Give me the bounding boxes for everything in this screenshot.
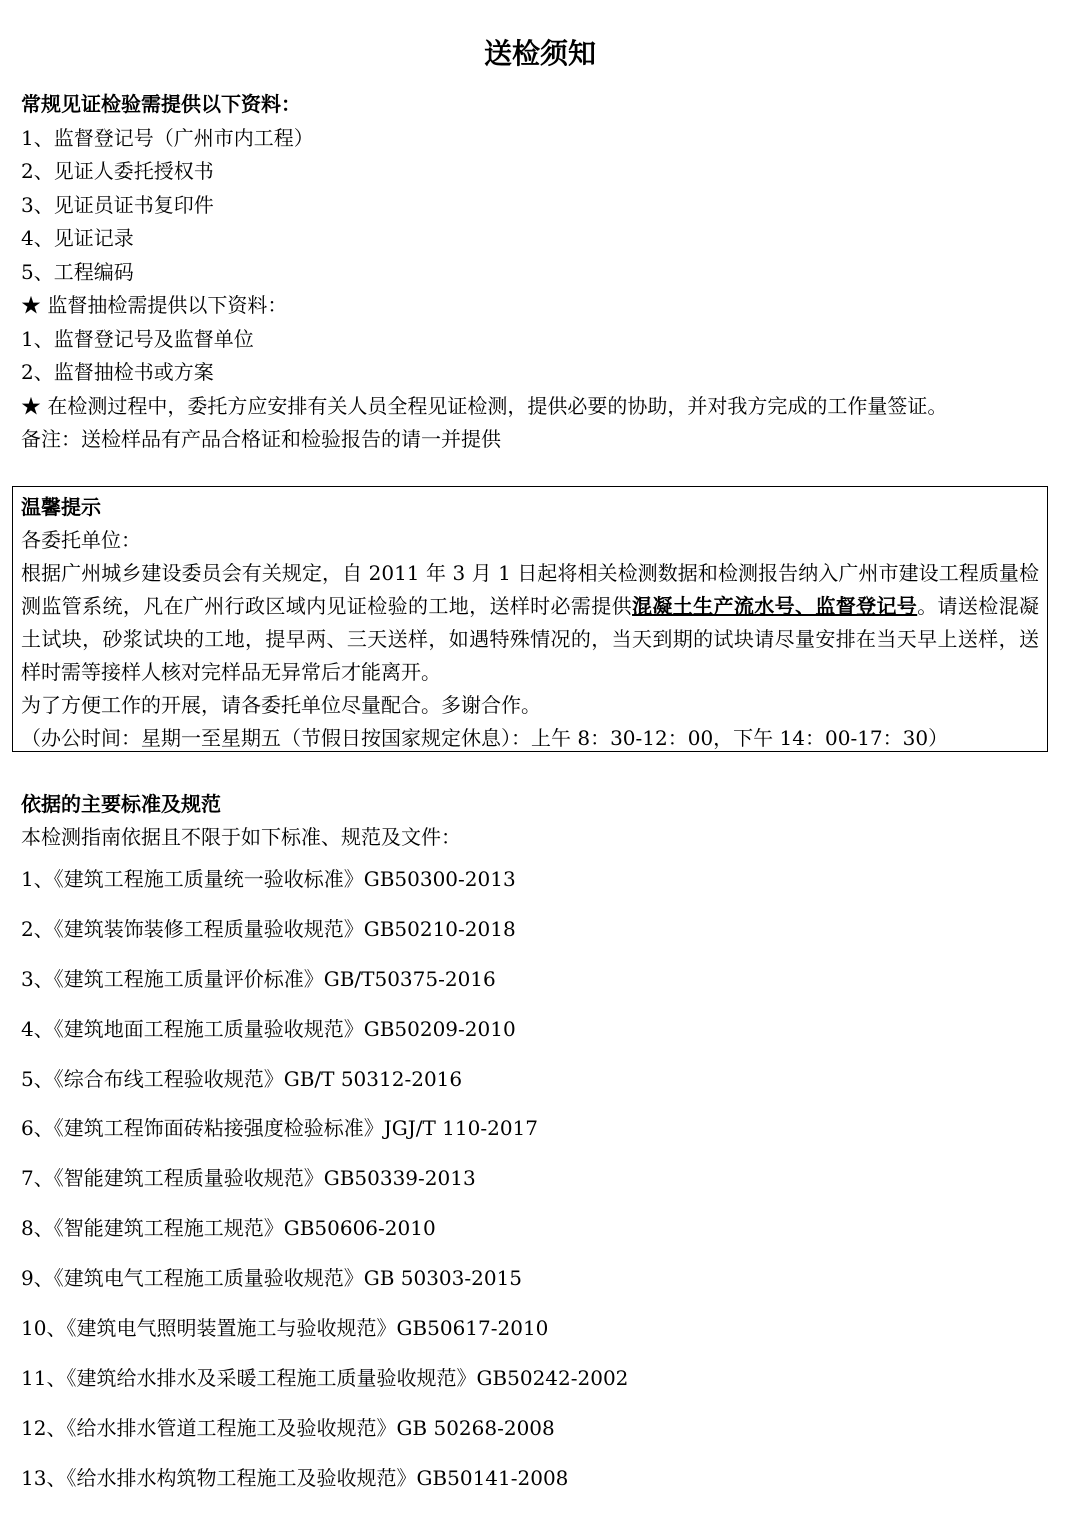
standard-item: 4、《建筑地面工程施工质量验收规范》GB50209-2010 bbox=[21, 1016, 516, 1041]
list-item: 1、监督登记号及监督单位 bbox=[21, 326, 254, 351]
standard-item: 10、《建筑电气照明装置施工与验收规范》GB50617-2010 bbox=[21, 1316, 549, 1341]
notice-greeting: 各委托单位： bbox=[21, 528, 141, 552]
list-item: 2、见证人委托授权书 bbox=[21, 159, 214, 183]
standard-item: 6、《建筑工程饰面砖粘接强度检验标准》JGJ/T 110-2017 bbox=[21, 1116, 539, 1141]
notice-heading: 温馨提示 bbox=[21, 495, 101, 519]
notice-emphasis: 混凝土生产流水号、监督登记号 bbox=[632, 594, 918, 618]
notice-thanks: 为了方便工作的开展，请各委托单位尽量配合。多谢合作。 bbox=[21, 693, 541, 717]
standard-item: 9、《建筑电气工程施工质量验收规范》GB 50303-2015 bbox=[21, 1266, 523, 1291]
warm-reminder-box bbox=[12, 486, 1048, 752]
standard-item: 5、《综合布线工程验收规范》GB/T 50312-2016 bbox=[21, 1066, 463, 1091]
remark-line: 备注：送检样品有产品合格证和检验报告的请一并提供 bbox=[21, 427, 501, 451]
standard-item: 3、《建筑工程施工质量评价标准》GB/T50375-2016 bbox=[21, 966, 496, 991]
standard-item: 13、《给水排水构筑物工程施工及验收规范》GB50141-2008 bbox=[21, 1465, 569, 1490]
standards-section bbox=[21, 788, 1066, 854]
section-heading: 常规见证检验需提供以下资料： bbox=[21, 92, 301, 116]
required-materials-section bbox=[21, 88, 1066, 457]
list-item: 3、见证员证书复印件 bbox=[21, 192, 214, 217]
standards-list bbox=[21, 862, 1066, 1511]
notice-text: 。请送检混凝土试块，砂浆试块的工地，提早两、三天送样，如遇特殊情况的，当天到期的试块请尽量安排在当天早上送样，送样时需等接样人核对完样品无异常后才能离开。 bbox=[21, 594, 1040, 684]
standard-item: 2、《建筑装饰装修工程质量验收规范》GB50210-2018 bbox=[21, 916, 516, 941]
notice-paragraph bbox=[21, 557, 1039, 689]
list-item: 4、见证记录 bbox=[21, 226, 134, 250]
standard-item: 8、《智能建筑工程施工规范》GB50606-2010 bbox=[21, 1216, 436, 1241]
standards-heading: 依据的主要标准及规范 bbox=[21, 792, 221, 816]
star-note: ★ 监督抽检需提供以下资料： bbox=[21, 293, 288, 317]
notice-text: 根据广州城乡建设委员会有关规定，自 2011 年 3 月 1 日起将相关检测数据和检测报告纳入广州市建设工程质量检测监管系统，凡在广州行政区域内见证检验的工地，送样时必需提供 bbox=[21, 561, 1039, 618]
standards-intro: 本检测指南依据且不限于如下标准、规范及文件： bbox=[21, 825, 461, 849]
standard-item: 1、《建筑工程施工质量统一验收标准》GB50300-2013 bbox=[21, 867, 516, 891]
page-title: 送检须知 bbox=[483, 37, 596, 70]
list-item: 5、工程编码 bbox=[21, 259, 134, 284]
star-note: ★ 在检测过程中，委托方应安排有关人员全程见证检测，提供必要的协助，并对我方完成的工作量签证。 bbox=[21, 393, 948, 418]
office-hours: （办公时间：星期一至星期五（节假日按国家规定休息）：上午 8：30-12：00，下午 14：00-17：30） bbox=[21, 726, 949, 750]
list-item: 1、监督登记号（广州市内工程） bbox=[21, 125, 314, 150]
standard-item: 11、《建筑给水排水及采暖工程施工质量验收规范》GB50242-2002 bbox=[21, 1365, 629, 1390]
list-item: 2、监督抽检书或方案 bbox=[21, 360, 214, 384]
standard-item: 7、《智能建筑工程质量验收规范》GB50339-2013 bbox=[21, 1166, 476, 1191]
standard-item: 12、《给水排水管道工程施工及验收规范》GB 50268-2008 bbox=[21, 1415, 555, 1440]
